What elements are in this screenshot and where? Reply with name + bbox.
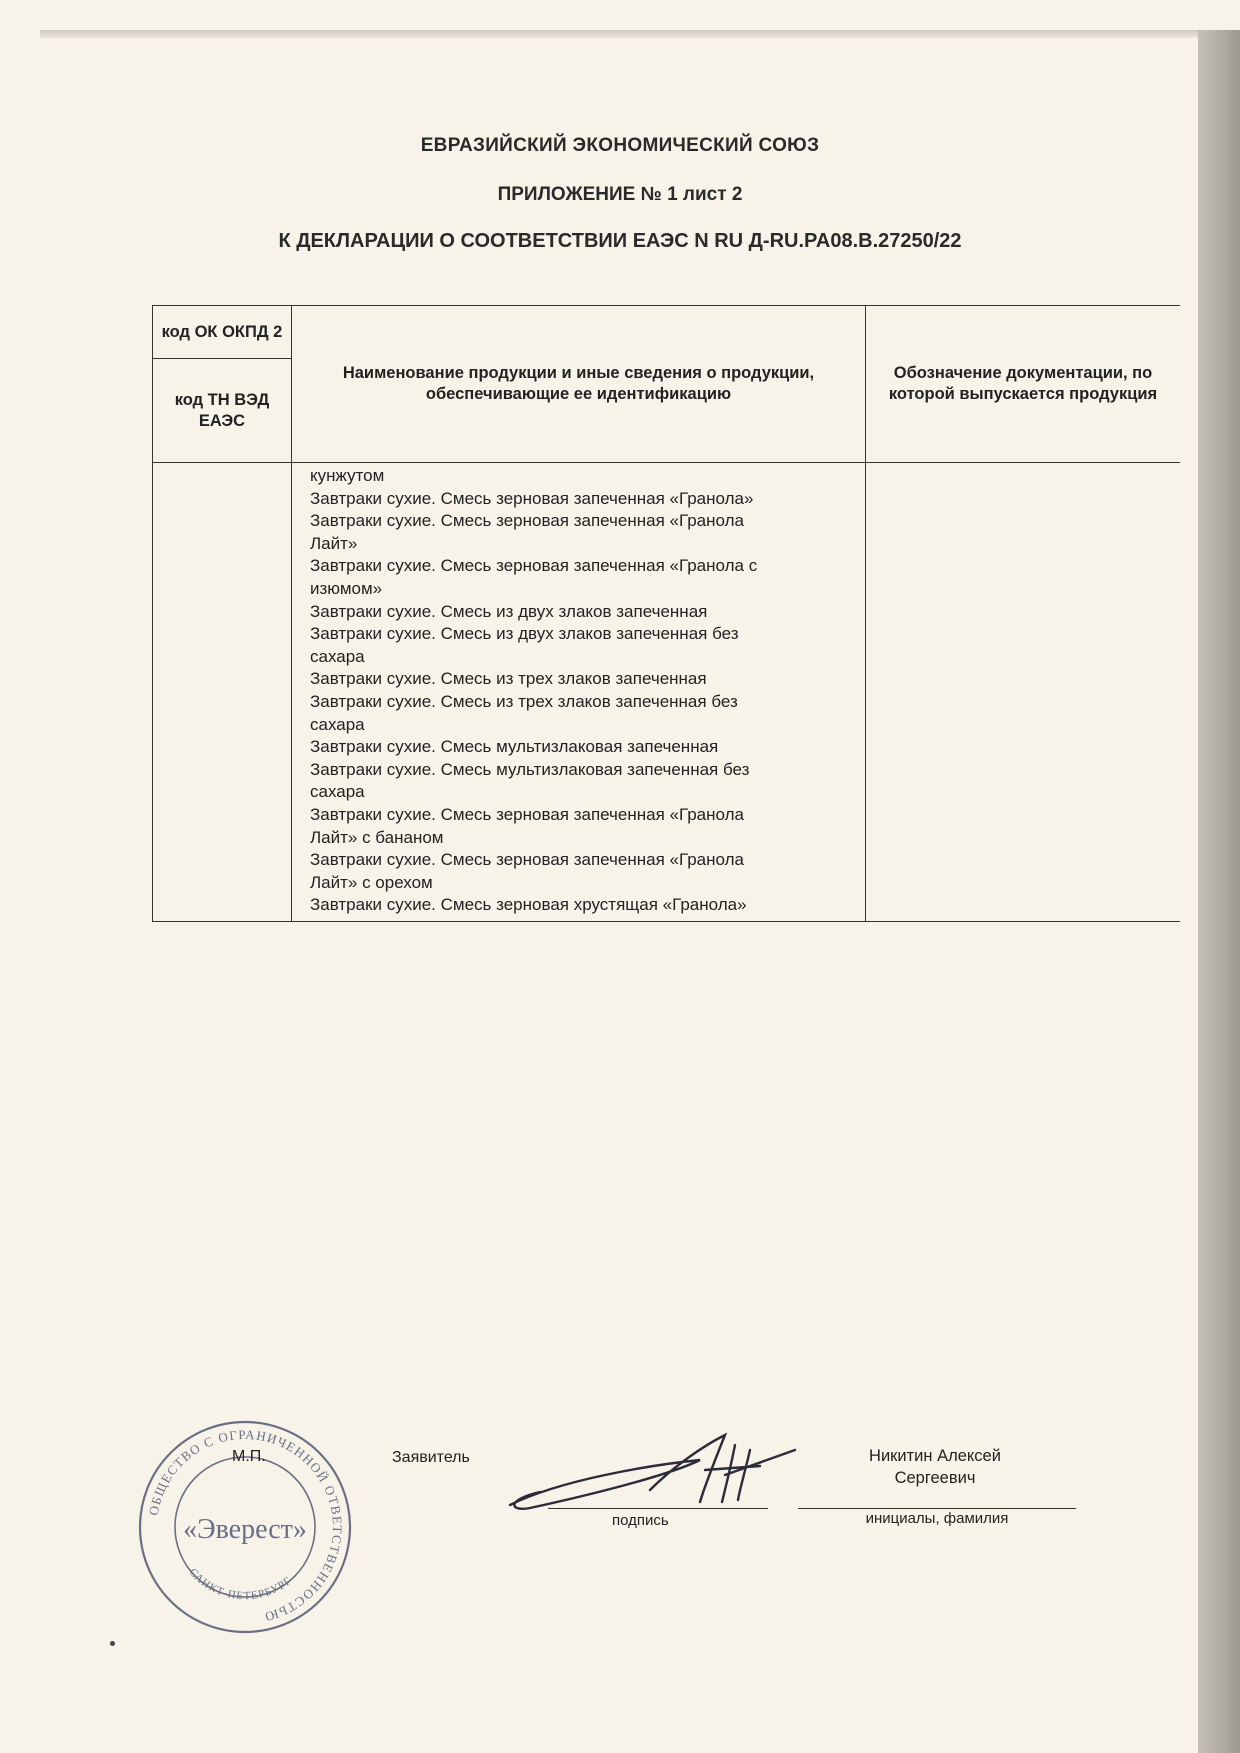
product-line: Лайт» с орехом: [310, 872, 433, 892]
signatory-name-line1: Никитин Алексей: [869, 1447, 1001, 1465]
signature-caption: подпись: [612, 1512, 669, 1529]
scan-right-edge: [1198, 30, 1240, 1753]
product-line: Завтраки сухие. Смесь зерновая запеченная «Гранола с: [310, 556, 758, 576]
product-list: [292, 463, 865, 917]
signature-stroke: [510, 1435, 795, 1509]
product-line: кунжутом: [310, 466, 385, 485]
product-table: [152, 305, 1180, 922]
scan-top-edge: [40, 30, 1210, 38]
product-line: Завтраки сухие. Смесь из двух злаков запеченная: [310, 601, 708, 621]
product-line: Завтраки сухие. Смесь зерновая запеченная «Гранола: [310, 850, 744, 870]
name-header-cell: [292, 306, 866, 463]
signatory-name-line2: Сергеевич: [894, 1469, 976, 1487]
name-line: [798, 1508, 1076, 1509]
company-stamp: [130, 1412, 360, 1642]
stamp-ring-text: ОБЩЕСТВО С ОГРАНИЧЕННОЙ ОТВЕТСТВЕННОСТЬЮ: [145, 1426, 346, 1625]
docs-header: Обозначение документации, по которой выпускается продукция: [888, 363, 1158, 403]
tnved-header-cell: [153, 359, 292, 463]
product-line: сахара: [310, 714, 365, 734]
product-line: Завтраки сухие. Смесь из трех злаков запеченная без: [310, 691, 738, 711]
stamp-place-label: М.П.: [232, 1448, 266, 1465]
product-line: Завтраки сухие. Смесь зерновая запеченная «Гранола: [310, 804, 744, 824]
tnved-header: код ТН ВЭД ЕАЭС: [174, 390, 270, 430]
okpd-header: код ОК ОКПД 2: [161, 322, 283, 341]
stamp-bottom-text: САНКТ-ПЕТЕРБУРГ: [186, 1566, 295, 1603]
handwritten-signature: [500, 1430, 800, 1520]
product-line: изюмом»: [310, 578, 383, 598]
okpd-header-cell: [153, 306, 292, 359]
signatory-name: [830, 1445, 1040, 1489]
product-line: Завтраки сухие. Смесь зерновая запеченная «Гранола»: [310, 488, 754, 508]
docs-cell: [866, 463, 1181, 922]
products-cell: [292, 463, 866, 922]
product-line: Завтраки сухие. Смесь из трех злаков запеченная: [310, 669, 707, 689]
docs-header-cell: [866, 306, 1181, 463]
product-line: Завтраки сухие. Смесь мультизлаковая запеченная: [310, 737, 719, 757]
product-line: Лайт»: [310, 533, 358, 553]
scan-speck: [110, 1641, 115, 1646]
product-line: Завтраки сухие. Смесь из двух злаков запеченная без: [310, 624, 739, 644]
product-line: Завтраки сухие. Смесь зерновая хрустящая «Гранола»: [310, 895, 747, 915]
declaration-title: К ДЕКЛАРАЦИИ О СООТВЕТСТВИИ ЕАЭС N RU Д-RU.PA08.B.27250/22: [278, 230, 962, 252]
product-line: Завтраки сухие. Смесь зерновая запеченная «Гранола: [310, 511, 744, 531]
product-line: сахара: [310, 646, 365, 666]
name-header: Наименование продукции и иные сведения о продукции, обеспечивающие ее идентификацию: [342, 363, 815, 403]
product-line: сахара: [310, 782, 365, 802]
applicant-label: Заявитель: [392, 1449, 470, 1466]
code-cell: [153, 463, 292, 922]
product-line: Завтраки сухие. Смесь мультизлаковая запеченная без: [310, 759, 750, 779]
product-line: Лайт» с бананом: [310, 827, 444, 847]
appendix-title: ПРИЛОЖЕНИЕ № 1 лист 2: [497, 184, 743, 205]
stamp-center-text: «Эверест»: [183, 1514, 307, 1545]
signature-line: [548, 1508, 768, 1509]
union-title: ЕВРАЗИЙСКИЙ ЭКОНОМИЧЕСКИЙ СОЮЗ: [420, 135, 820, 156]
name-caption: инициалы, фамилия: [865, 1510, 1009, 1527]
